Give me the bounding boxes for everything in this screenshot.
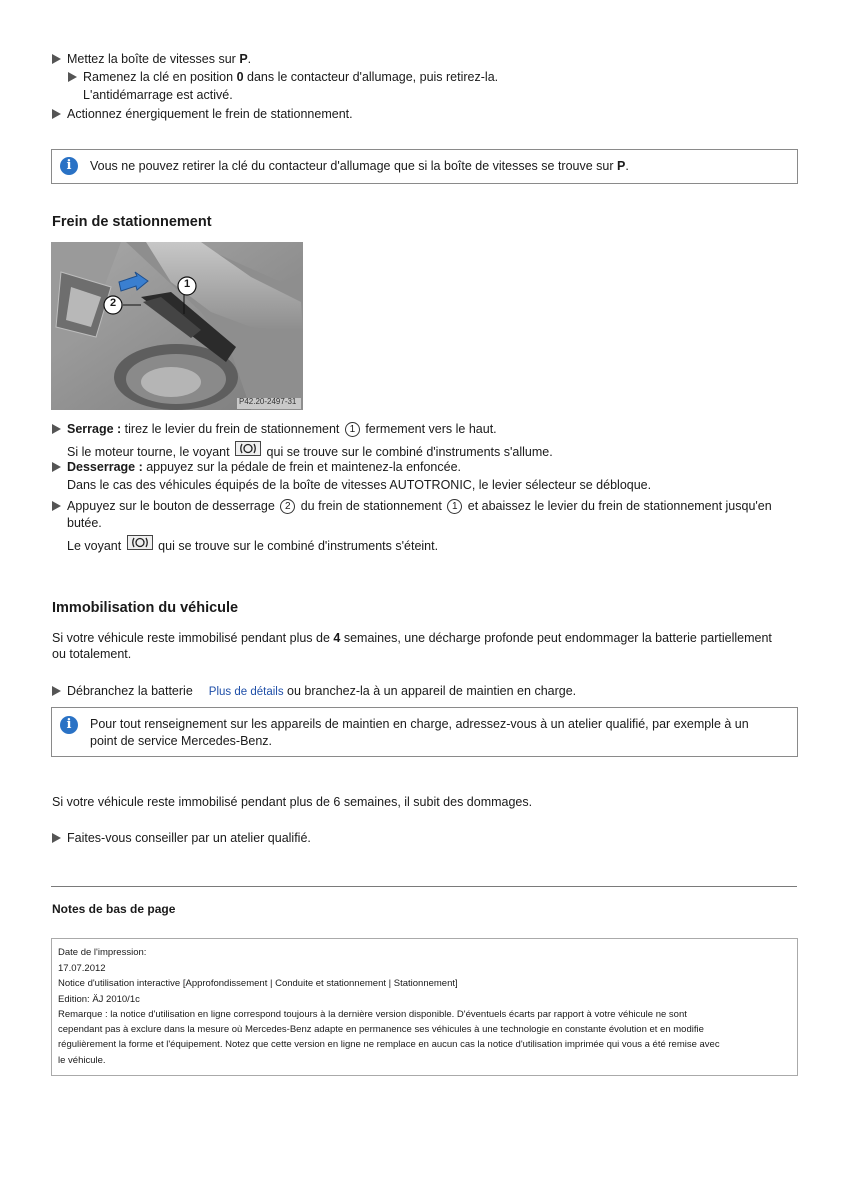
step-remove-key: Ramenez la clé en position 0 dans le contacteur d'allumage, puis retirez-la. xyxy=(68,69,498,86)
callout-1-icon: 1 xyxy=(447,499,462,514)
bullet-arrow-icon xyxy=(52,686,61,696)
document-path: Notice d'utilisation interactive [Approfondissement | Conduite et stationnement | Stationnement] xyxy=(58,978,458,989)
remark-line-3: régulièrement la forme et l'équipement. Notez que cette version en ligne ne remplace en aucun cas la notice d'utilisation imprimée qui vous a été remise avec xyxy=(58,1039,720,1050)
immob-paragraph-2: Si votre véhicule reste immobilisé pendant plus de 6 semaines, il subit des dommages. xyxy=(52,795,533,809)
bullet-arrow-icon xyxy=(68,72,77,82)
callout-2-icon: 2 xyxy=(280,499,295,514)
step-consult-workshop: Faites-vous conseiller par un atelier qualifié. xyxy=(52,830,311,847)
footnotes-heading: Notes de bas de page xyxy=(52,902,176,916)
step-press-release: Appuyez sur le bouton de desserrage 2 du frein de stationnement 1 et abaissez le levier du frein de stationnement jusqu'en xyxy=(52,498,772,515)
info-icon: i xyxy=(60,157,78,175)
edition: Edition: ÄJ 2010/1c xyxy=(58,993,140,1005)
step-lamp-off: Le voyant qui se trouve sur le combiné d'instruments s'éteint. xyxy=(67,535,438,555)
step-release-note: Dans le cas des véhicules équipés de la boîte de vitesses AUTOTRONIC, le levier sélecteur se débloque. xyxy=(67,478,652,492)
image-caption: P42.20-2497-31 xyxy=(239,397,297,406)
remark-line-1: Remarque : la notice d'utilisation en ligne correspond toujours à la dernière version disponible. D'éventuels écarts par rapport à votre véhicule ne sont xyxy=(58,1009,687,1020)
step-release: Desserrage : appuyez sur la pédale de frein et maintenez-la enfoncée. xyxy=(52,459,461,476)
parking-brake-image xyxy=(51,242,303,410)
step-apply: Serrage : tirez le levier du frein de stationnement 1 fermement vers le haut. xyxy=(52,421,497,438)
divider xyxy=(51,886,797,887)
remark-line-2: cependant pas à exclure dans la mesure où Mercedes-Benz adapte en permanence ses véhicules à une technologie en constante évolution et en modifie xyxy=(58,1023,704,1035)
step-disconnect-battery: Débranchez la batterie Plus de détails ou branchez-la à un appareil de maintien en charge. xyxy=(52,683,576,701)
bullet-arrow-icon xyxy=(52,462,61,472)
info-box-key: i Vous ne pouvez retirer la clé du contacteur d'allumage que si la boîte de vitesses se trouve sur P. xyxy=(51,149,798,184)
info-box-charger: i Pour tout renseignement sur les appareils de maintien en charge, adressez-vous à un atelier qualifié, par exemple à un point de service Mercedes-Benz. xyxy=(51,707,798,757)
parking-brake-illustration xyxy=(51,242,303,410)
bullet-arrow-icon xyxy=(52,424,61,434)
callout-2-label: 2 xyxy=(109,297,117,309)
info-icon: i xyxy=(60,716,78,734)
callout-1-label: 1 xyxy=(183,278,191,290)
brake-warning-lamp-icon xyxy=(127,535,153,550)
section-heading-immobilisation: Immobilisation du véhicule xyxy=(52,600,239,616)
bullet-arrow-icon xyxy=(52,833,61,843)
immob-paragraph-1-cont: ou totalement. xyxy=(52,647,132,661)
brake-warning-lamp-icon xyxy=(235,441,261,456)
step-gear-p: Mettez la boîte de vitesses sur P. xyxy=(52,51,251,68)
step-result: L'antidémarrage est activé. xyxy=(83,88,233,102)
step-apply-brake: Actionnez énergiquement le frein de stationnement. xyxy=(52,106,353,123)
bullet-arrow-icon xyxy=(52,109,61,119)
print-date-label: Date de l'impression: xyxy=(58,947,147,958)
callout-1-icon: 1 xyxy=(345,422,360,437)
immob-paragraph-1: Si votre véhicule reste immobilisé pendant plus de 4 semaines, une décharge profonde peut endommager la batterie partiellement xyxy=(52,631,772,645)
section-heading-parking-brake: Frein de stationnement xyxy=(52,214,212,230)
bullet-arrow-icon xyxy=(52,501,61,511)
print-date: 17.07.2012 xyxy=(58,962,106,974)
footnotes-box xyxy=(51,938,798,1076)
more-details-link[interactable]: Plus de détails xyxy=(208,686,284,698)
step-press-release-cont: butée. xyxy=(67,516,102,530)
step-apply-lamp: Si le moteur tourne, le voyant qui se trouve sur le combiné d'instruments s'allume. xyxy=(67,441,553,461)
remark-line-4: le véhicule. xyxy=(58,1054,106,1066)
bullet-arrow-icon xyxy=(52,54,61,64)
